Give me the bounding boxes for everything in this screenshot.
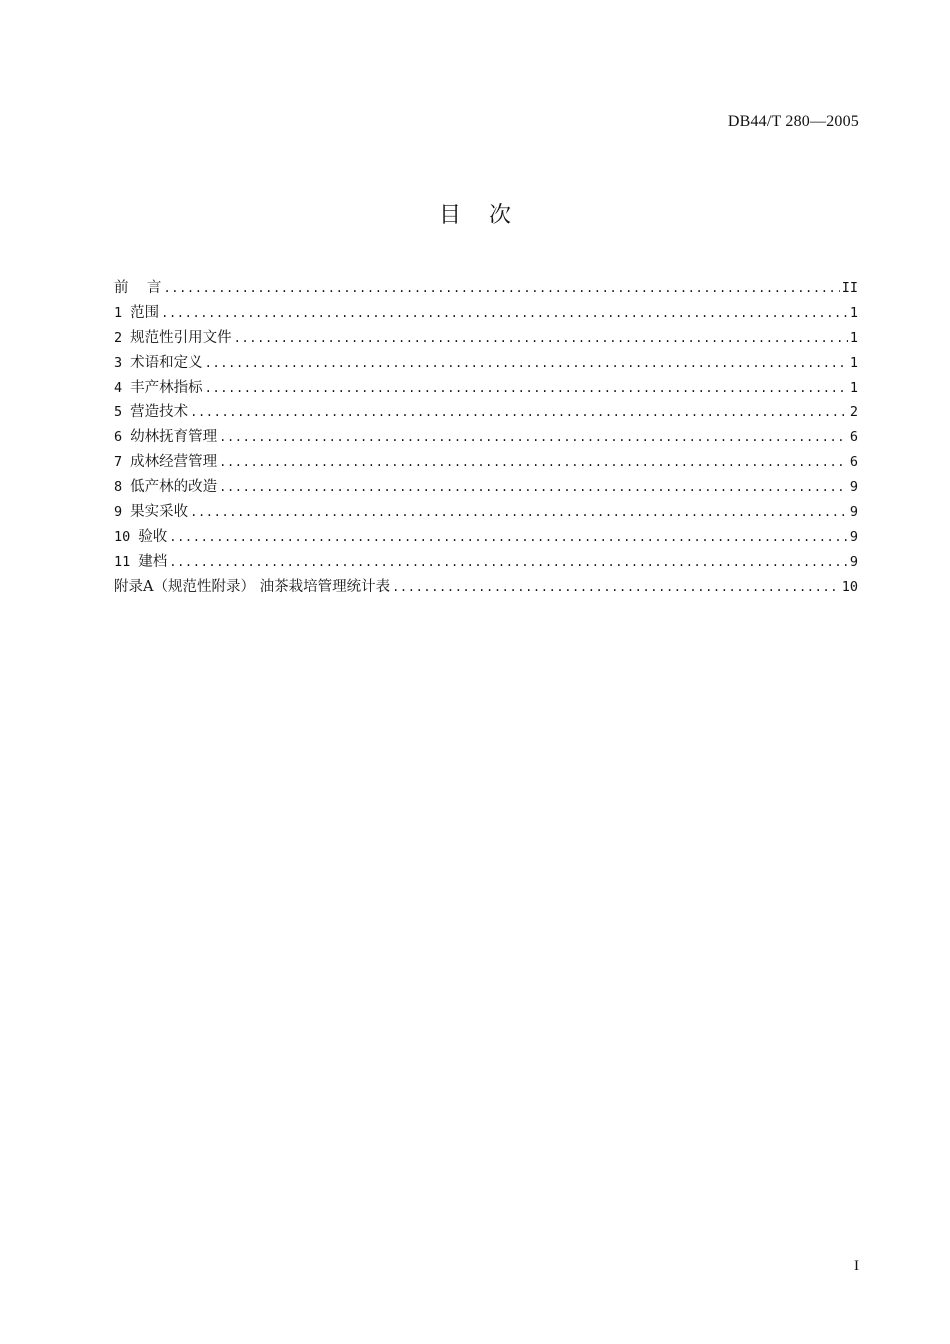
toc-entry-number: 2 <box>114 329 123 346</box>
toc-entry-number: 4 <box>114 379 123 396</box>
toc-entry-2[interactable] <box>114 326 858 351</box>
toc-entry-10[interactable] <box>114 525 858 550</box>
toc-entry-label: 成林经营管理 <box>130 454 218 471</box>
toc-dot-leader <box>219 453 848 471</box>
toc-entry-label: 低产林的改造 <box>130 479 218 496</box>
toc-dot-leader <box>219 478 848 496</box>
toc-entry-page: 1 <box>849 329 858 346</box>
toc-entry-page: 6 <box>849 429 858 446</box>
toc-entry-number: 1 <box>114 304 123 321</box>
toc-entry-5[interactable] <box>114 400 858 425</box>
toc-dot-leader <box>392 578 840 596</box>
toc-entry-number: 9 <box>114 504 123 521</box>
toc-dot-leader <box>219 428 848 446</box>
toc-entry-6[interactable] <box>114 425 858 450</box>
toc-entry-7[interactable] <box>114 450 858 475</box>
toc-entry-number: 7 <box>114 454 123 471</box>
toc-entry-1[interactable] <box>114 301 858 326</box>
toc-entry-label: 验收 <box>138 528 168 545</box>
toc-entry-page: 10 <box>841 578 858 595</box>
page-number: I <box>854 1258 859 1274</box>
page-title: 目 次 <box>439 203 511 228</box>
toc-entry-page: 9 <box>849 553 858 570</box>
toc-entry-number: 8 <box>114 479 123 496</box>
toc-entry-page: 9 <box>849 479 858 496</box>
toc-entry-4[interactable] <box>114 376 858 401</box>
toc-entry-page: 9 <box>849 504 858 521</box>
toc-entry-number: 3 <box>114 354 123 371</box>
table-of-contents <box>114 276 858 600</box>
toc-dot-leader <box>190 403 848 421</box>
toc-dot-leader <box>205 379 848 397</box>
toc-entry-8[interactable] <box>114 475 858 500</box>
toc-entry-3[interactable] <box>114 351 858 376</box>
toc-entry-label: 幼林抚育管理 <box>130 429 218 446</box>
toc-entry-label: 丰产林指标 <box>130 379 203 396</box>
toc-dot-leader <box>169 553 848 571</box>
toc-entry-label: 建档 <box>138 553 168 570</box>
toc-entry-page: 1 <box>849 304 858 321</box>
toc-entry-label: 术语和定义 <box>130 354 203 371</box>
toc-entry-number: 6 <box>114 429 123 446</box>
toc-dot-leader <box>205 354 848 372</box>
toc-entry-page: 1 <box>849 354 858 371</box>
toc-entry-page: 9 <box>849 528 858 545</box>
toc-entry-page: 1 <box>849 379 858 396</box>
toc-entry-9[interactable] <box>114 500 858 525</box>
toc-entry-label: 营造技术 <box>130 404 189 421</box>
toc-dot-leader <box>190 503 848 521</box>
document-code: DB44/T 280—2005 <box>727 113 859 130</box>
toc-dot-leader <box>169 528 848 546</box>
toc-entry-page: 6 <box>849 454 858 471</box>
toc-entry-foreword[interactable] <box>114 276 858 301</box>
toc-dot-leader <box>161 304 848 322</box>
toc-entry-label: 前 言 <box>114 280 162 296</box>
toc-entry-page: 2 <box>849 404 858 421</box>
toc-dot-leader <box>163 279 839 297</box>
toc-entry-appendix-a[interactable] <box>114 575 858 600</box>
toc-entry-11[interactable] <box>114 550 858 575</box>
toc-entry-number: 11 <box>114 553 131 570</box>
toc-entry-page: II <box>841 280 858 296</box>
toc-entry-number: 5 <box>114 404 123 421</box>
toc-entry-label: 范围 <box>130 304 160 321</box>
toc-entry-label: 附录A（规范性附录） 油茶栽培管理统计表 <box>114 578 391 595</box>
toc-dot-leader <box>234 329 848 347</box>
toc-entry-number: 10 <box>114 528 131 545</box>
toc-entry-label: 果实采收 <box>130 504 189 521</box>
toc-entry-label: 规范性引用文件 <box>130 329 232 346</box>
